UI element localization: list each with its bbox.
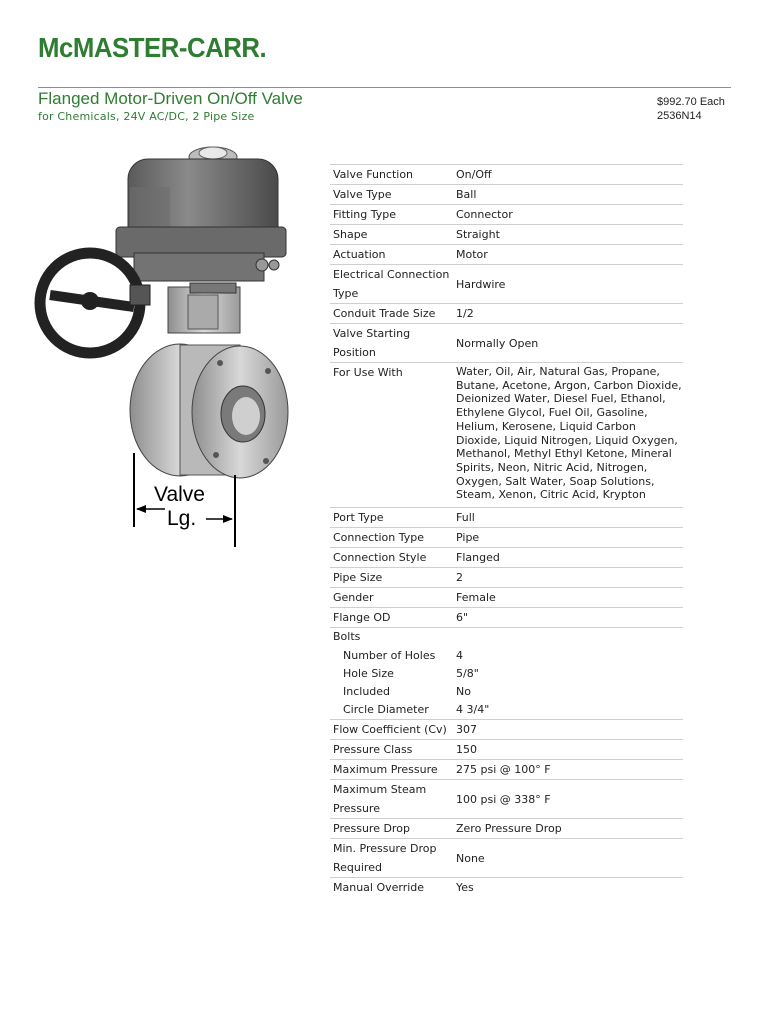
- spec-row: [330, 508, 683, 528]
- product-subtitle: for Chemicals, 24V AC/DC, 2 Pipe Size: [38, 110, 255, 123]
- spec-key: Maximum Steam Pressure: [330, 780, 453, 819]
- spec-row: [330, 528, 683, 548]
- spec-key: Flange OD: [330, 608, 453, 628]
- spec-key: Maximum Pressure: [330, 760, 453, 780]
- spec-key: Electrical Connection Type: [330, 265, 453, 304]
- spec-value: Motor: [453, 245, 683, 265]
- header-divider: [38, 87, 731, 88]
- spec-value: 4 3/4": [453, 701, 683, 720]
- spec-value: On/Off: [453, 165, 683, 185]
- spec-key: Gender: [330, 588, 453, 608]
- spec-key: Number of Holes: [343, 649, 436, 663]
- spec-value: 4: [456, 649, 463, 663]
- spec-value: [453, 628, 683, 647]
- spec-row: [330, 780, 683, 819]
- spec-value: Straight: [453, 225, 683, 245]
- spec-value: None: [453, 839, 683, 878]
- spec-row: [330, 205, 683, 225]
- spec-key: Min. Pressure Drop Required: [330, 839, 453, 878]
- spec-value: Full: [453, 508, 683, 528]
- spec-subrow: [330, 665, 683, 683]
- spec-row: [330, 819, 683, 839]
- spec-row: [330, 304, 683, 324]
- spec-row: [330, 185, 683, 205]
- spec-group-header: [330, 628, 683, 647]
- spec-value: Ball: [453, 185, 683, 205]
- spec-key: Manual Override: [333, 881, 425, 895]
- spec-row: [330, 265, 683, 304]
- spec-key: Valve Function: [330, 165, 453, 185]
- spec-key: Flow Coefficient (Cv): [330, 720, 453, 740]
- spec-row: [330, 839, 683, 878]
- spec-value: 150: [453, 740, 683, 760]
- spec-key: Hole Size: [343, 667, 394, 681]
- valve-length-label-1: Valve: [154, 483, 205, 506]
- spec-value: 275 psi @ 100° F: [453, 760, 683, 780]
- spec-key: Pressure Drop: [330, 819, 453, 839]
- spec-value: Connector: [453, 205, 683, 225]
- spec-key: Conduit Trade Size: [330, 304, 453, 324]
- spec-value: Female: [453, 588, 683, 608]
- spec-row: [330, 740, 683, 760]
- spec-key: For Use With: [330, 363, 453, 508]
- valve-product-image: [30, 135, 310, 555]
- product-title: Flanged Motor-Driven On/Off Valve: [38, 89, 303, 108]
- spec-value: 5/8": [456, 667, 479, 681]
- spec-row: [330, 588, 683, 608]
- spec-row: [330, 363, 683, 508]
- spec-value: Flanged: [453, 548, 683, 568]
- spec-key: Pressure Class: [330, 740, 453, 760]
- spec-row: [330, 878, 683, 898]
- spec-value: No: [456, 685, 471, 699]
- spec-value: Hardwire: [453, 265, 683, 304]
- spec-value: Zero Pressure Drop: [453, 819, 683, 839]
- spec-key: Valve Starting Position: [330, 324, 453, 363]
- spec-subrow: [330, 646, 683, 665]
- specs-table: [330, 164, 683, 897]
- spec-key: Actuation: [330, 245, 453, 265]
- spec-row: [330, 225, 683, 245]
- part-number: 2536N14: [657, 110, 702, 122]
- spec-key: Included: [343, 685, 391, 699]
- spec-subrow: [330, 683, 683, 701]
- spec-row: [330, 245, 683, 265]
- spec-row: [330, 608, 683, 628]
- spec-key: Connection Type: [330, 528, 453, 548]
- spec-value: 6": [453, 608, 683, 628]
- spec-row: [330, 324, 683, 363]
- spec-key: Circle Diameter: [330, 701, 453, 720]
- spec-key: Bolts: [333, 630, 361, 644]
- spec-value: 100 psi @ 338° F: [453, 780, 683, 819]
- spec-row: [330, 165, 683, 185]
- spec-key: Valve Type: [330, 185, 453, 205]
- spec-key: Port Type: [330, 508, 453, 528]
- spec-value: 307: [453, 720, 683, 740]
- spec-key: Connection Style: [330, 548, 453, 568]
- spec-row: [330, 548, 683, 568]
- spec-value: Water, Oil, Air, Natural Gas, Propane, Butane, Acetone, Argon, Carbon Dioxide, Deionized Water, Diesel Fuel, Ethanol, Ethylene Glycol, Fuel Oil, Gasoline, Helium, Kerosene, Liquid Carbon Dioxide, Liquid Nitrogen, Liquid Oxygen, Methanol, Methyl Ethyl Ketone, Mineral Spirits, Neon, Nitric Acid, Nitrogen, Oxygen, Salt Water, Soap Solutions, Steam, Xenon, Citric Acid, Krypton: [453, 363, 683, 508]
- spec-key: Pipe Size: [330, 568, 453, 588]
- spec-subrow: [330, 701, 683, 720]
- product-price: $992.70 Each: [657, 96, 725, 108]
- spec-key: Shape: [330, 225, 453, 245]
- spec-row: [330, 720, 683, 740]
- spec-key: Fitting Type: [330, 205, 453, 225]
- spec-value: Pipe: [453, 528, 683, 548]
- spec-value: 2: [453, 568, 683, 588]
- spec-row: [330, 568, 683, 588]
- spec-value: 1/2: [453, 304, 683, 324]
- spec-value: Yes: [456, 881, 474, 895]
- brand-logo: McMASTER-CARR.: [38, 32, 267, 63]
- spec-value: Normally Open: [453, 324, 683, 363]
- spec-row: [330, 760, 683, 780]
- valve-length-label-2: Lg.: [167, 507, 197, 530]
